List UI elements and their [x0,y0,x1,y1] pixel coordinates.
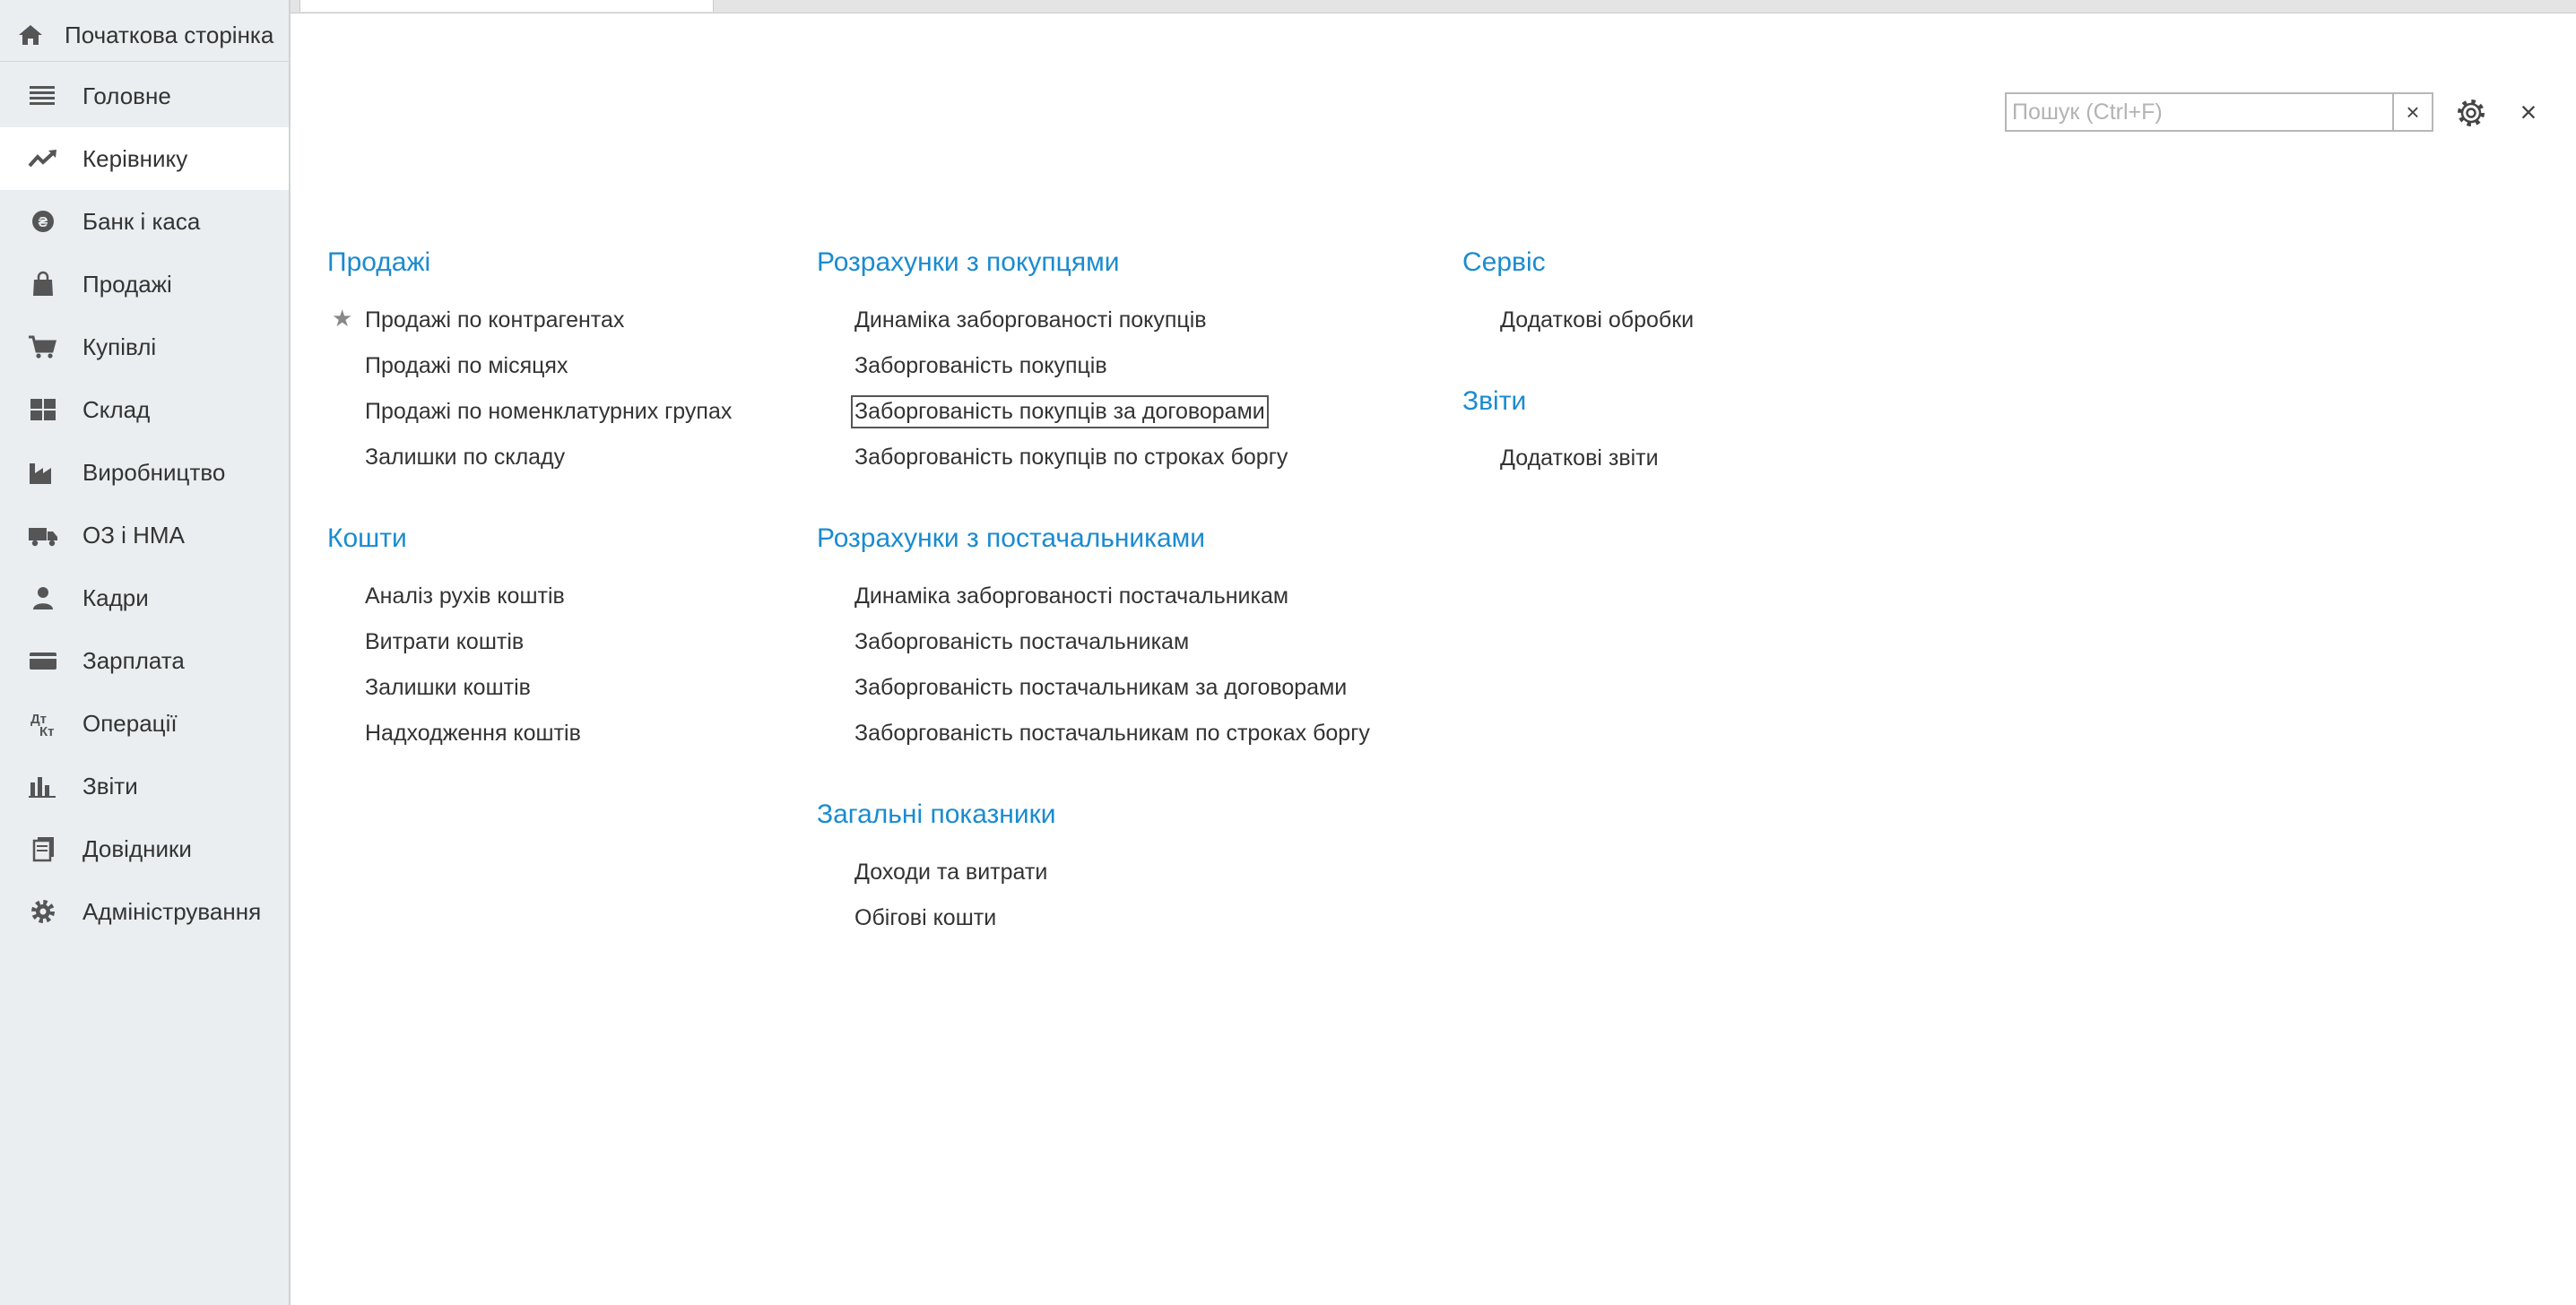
sidebar-item-home[interactable] [0,9,289,62]
person-icon [27,583,59,612]
sidebar-item-label: Зарплата [82,647,185,674]
sidebar-item-label: Довідники [82,835,192,862]
shopping-bag-icon [27,270,59,298]
sidebar-item-sales[interactable] [0,253,289,315]
factory-icon [27,458,59,487]
favorite-star-icon[interactable]: ★ [332,305,353,332]
trend-icon [27,144,59,173]
sidebar-item-label: Склад [82,396,151,423]
settings-gear-icon[interactable] [2455,97,2487,129]
link-funds-flow-analysis[interactable]: Аналіз рухів коштів [365,583,565,609]
cart-icon [27,333,59,361]
search-input[interactable] [2007,94,2398,130]
link-funds-expenses[interactable]: Витрати коштів [365,629,525,654]
section-title-service: Сервіс [1462,247,1546,277]
sidebar-item-directories[interactable] [0,817,289,880]
sidebar-item-label: Кадри [82,584,149,611]
section-title-general: Загальні показники [817,799,1056,829]
sidebar-item-label: Звіти [82,773,138,799]
section-title-sales: Продажі [327,247,431,277]
search-box [2005,92,2433,132]
link-supplier-debt[interactable]: Заборгованість постачальникам [854,629,1190,654]
sidebar-item-label: Купівлі [82,333,157,360]
sidebar-item-warehouse[interactable] [0,378,289,441]
link-funds-balances[interactable]: Залишки коштів [365,675,531,700]
section-title-customers: Розрахунки з покупцями [817,247,1120,277]
link-working-capital[interactable]: Обігові кошти [854,905,997,930]
link-income-expenses[interactable]: Доходи та витрати [854,860,1048,885]
sidebar-item-production[interactable] [0,441,289,504]
sidebar-item-personnel[interactable] [0,566,289,629]
link-customer-debt-dynamics[interactable]: Динаміка заборгованості покупців [854,307,1207,333]
sidebar-item-main[interactable] [0,65,289,127]
bar-chart-icon [27,772,59,800]
coin-icon [27,207,59,236]
link-funds-receipts[interactable]: Надходження коштів [365,721,581,746]
svg-text:₴: ₴ [38,215,48,230]
sidebar-item-label: Банк і каса [82,208,201,235]
section-title-reports: Звіти [1462,386,1527,416]
section-title-suppliers: Розрахунки з постачальниками [817,523,1206,553]
sidebar-item-salary[interactable] [0,629,289,692]
link-supplier-debt-by-terms[interactable]: Заборгованість постачальникам по строках боргу [854,721,1370,746]
sidebar-item-bank[interactable] [0,190,289,253]
link-sales-by-months[interactable]: Продажі по місяцях [365,353,568,378]
link-additional-reports[interactable]: Додаткові звіти [1500,445,1659,471]
operations-icon [27,709,59,738]
clear-search-button[interactable]: × [2392,94,2432,130]
link-customer-debt-by-contracts[interactable]: Заборгованість покупців за договорами [854,399,1265,424]
books-icon [27,834,59,863]
sidebar-item-label: ОЗ і НМА [82,522,185,549]
sidebar-item-fixed-assets[interactable] [0,504,289,566]
link-customer-debt-by-terms[interactable]: Заборгованість покупців по строках боргу [854,445,1288,470]
sidebar-item-label: Виробництво [82,459,226,486]
sidebar-item-label: Операції [82,710,178,737]
link-sales-by-item-groups[interactable]: Продажі по номенклатурних групах [365,399,733,424]
truck-icon [27,521,59,549]
svg-text:Кт: Кт [39,724,55,738]
warehouse-icon [27,395,59,424]
menu-lines-icon [27,82,59,110]
sidebar-item-administration[interactable] [0,880,289,943]
svg-text:Дт: Дт [30,712,48,727]
sidebar-item-manager[interactable] [0,127,289,190]
sidebar-item-label: Продажі [82,271,172,298]
sidebar [0,0,291,1305]
close-button[interactable]: × [2520,96,2537,128]
sidebar-item-label: Керівнику [82,145,188,172]
sidebar-item-reports[interactable] [0,755,289,817]
link-customer-debt[interactable]: Заборгованість покупців [854,353,1107,378]
section-title-funds: Кошти [327,523,407,553]
sidebar-item-label: Адміністрування [82,898,262,925]
gear-icon [27,897,59,926]
sidebar-item-operations[interactable] [0,692,289,755]
link-supplier-debt-by-contracts[interactable]: Заборгованість постачальникам за договорами [854,675,1348,700]
sidebar-item-purchases[interactable] [0,315,289,378]
link-supplier-debt-dynamics[interactable]: Динаміка заборгованості постачальникам [854,583,1289,609]
link-additional-processing[interactable]: Додаткові обробки [1500,307,1695,333]
home-icon [16,21,45,49]
window-top-strip [0,0,2576,13]
sidebar-home-label: Початкова сторінка [65,22,274,48]
sidebar-item-label: Головне [82,82,171,109]
link-sales-by-counterparties[interactable]: Продажі по контрагентах [365,307,625,333]
link-stock-balances[interactable]: Залишки по складу [365,445,566,470]
open-tab[interactable] [299,0,714,12]
card-icon [27,646,59,675]
